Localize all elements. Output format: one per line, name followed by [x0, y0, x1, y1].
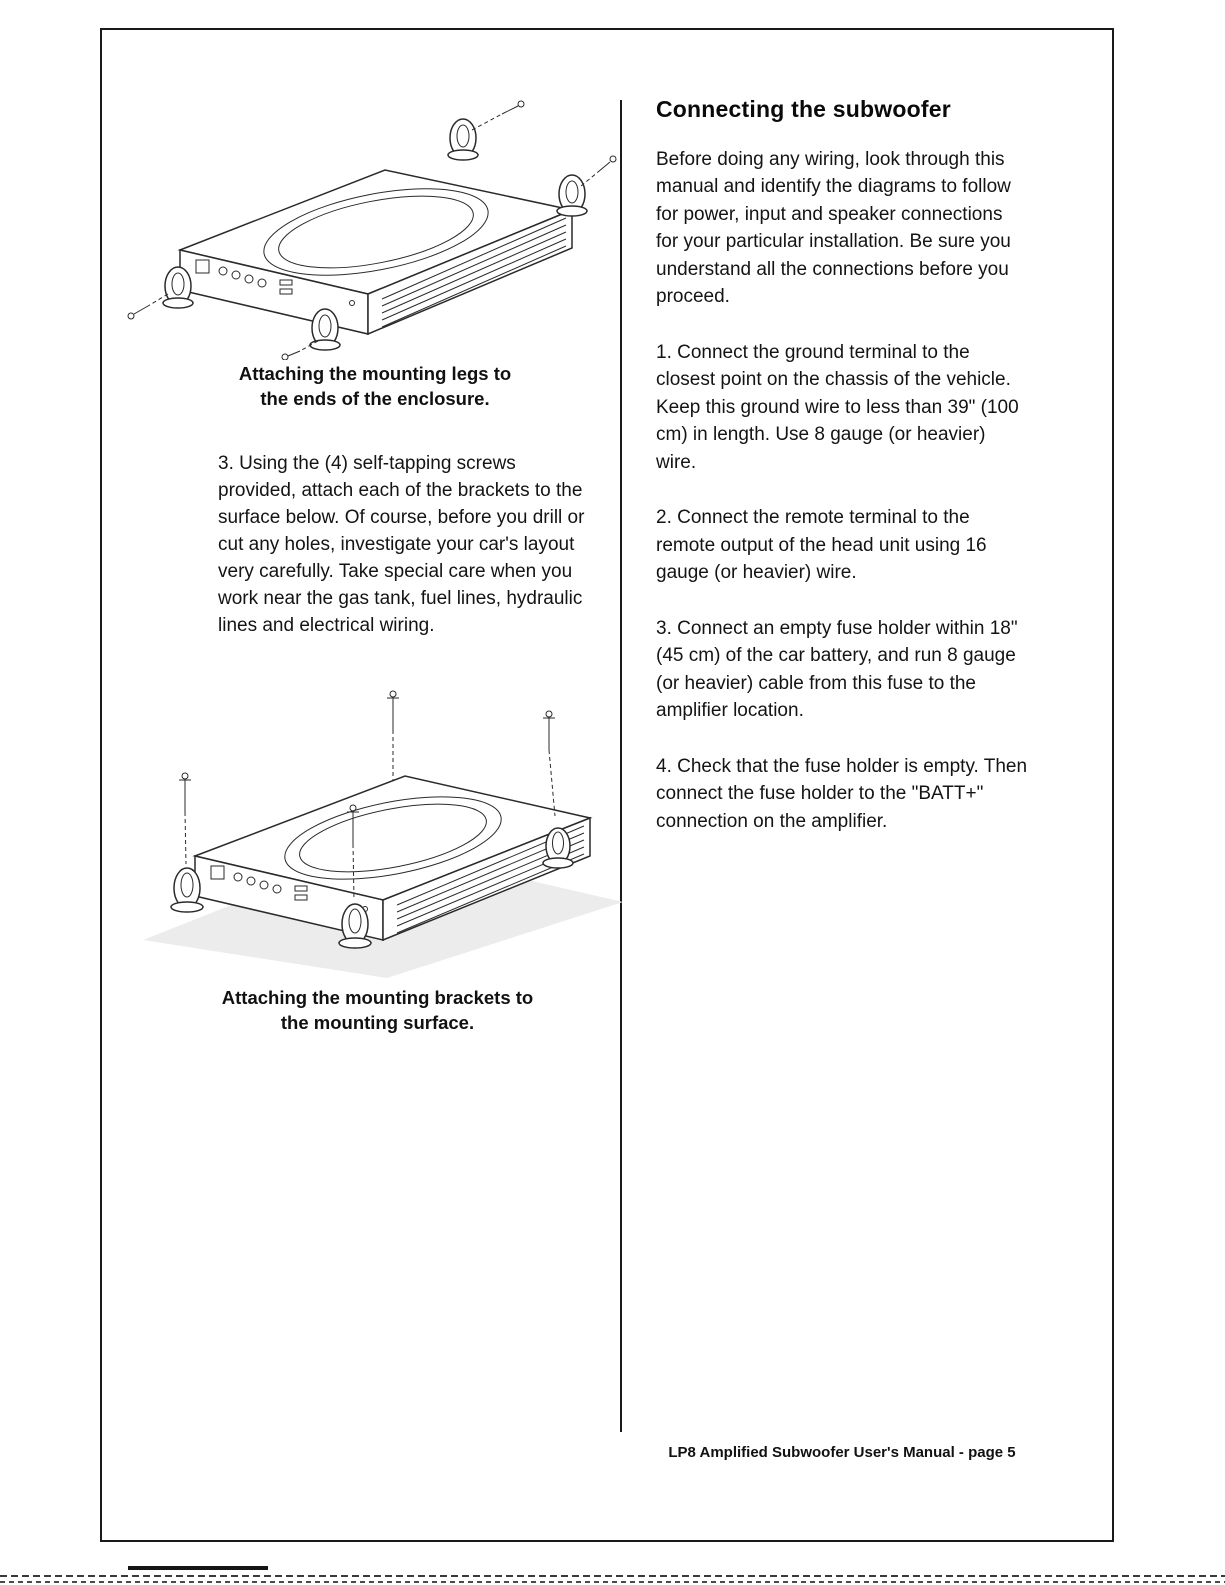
- screw: [581, 156, 616, 186]
- step-1-paragraph: 1. Connect the ground terminal to the closest point on the chassis of the vehicle. Keep this ground wire to less than 39" (100 cm) in length. Use 8 gauge (or heavier) wire.: [656, 341, 1019, 473]
- screw: [128, 294, 168, 319]
- figure2-caption-line2: the mounting surface.: [280, 1011, 475, 1033]
- section-heading: Connecting the subwoofer: [656, 96, 951, 122]
- step-2-paragraph: 2. Connect the remote terminal to the remote output of the head unit using 16 gauge (or heavier) wire.: [656, 507, 987, 584]
- figure2-caption-line1: Attaching the mounting brackets to: [221, 987, 534, 1008]
- screw: [179, 773, 191, 864]
- figure1-caption: [150, 362, 600, 412]
- mounting-leg: [557, 175, 587, 216]
- figure1-caption-line2: the ends of the enclosure.: [260, 387, 490, 409]
- scan-artifact-dashed-line: [0, 1575, 1225, 1577]
- right-column: [656, 96, 1028, 863]
- step-3-paragraph: 3. Using the (4) self-tapping screws provided, attach each of the brackets to the surface below. Of course, before you drill or cut any holes, investigate your car's layout very carefully. Take special care when you work near the gas tank, fuel lines, hydraulic lines and electrical wiring.: [218, 453, 585, 636]
- scan-artifact-bar: [128, 1566, 268, 1570]
- screw: [387, 691, 399, 780]
- screw: [472, 101, 524, 130]
- scan-artifact-dashed-line-2: [0, 1581, 1225, 1583]
- subwoofer-legs-drawing: [120, 98, 620, 360]
- step-3-instruction-paragraph: 3. Connect an empty fuse holder within 18" (45 cm) of the car battery, and run 8 gauge (or heavier) cable from this fuse to the amplifier location.: [656, 617, 1018, 722]
- subwoofer-brackets-drawing: [125, 688, 625, 978]
- figure2-caption: [150, 986, 605, 1036]
- figure1-caption-line1: Attaching the mounting legs to: [238, 363, 512, 384]
- intro-paragraph: Before doing any wiring, look through this manual and identify the diagrams to follow for power, input and speaker connections for your particular installation. Be sure you understand all the connections before you proceed.: [656, 148, 1011, 308]
- page-footer: LP8 Amplified Subwoofer User's Manual - page 5: [668, 1444, 1016, 1461]
- step-4-paragraph: 4. Check that the fuse holder is empty. Then connect the fuse holder to the "BATT+" connection on the amplifier.: [656, 755, 1028, 832]
- mounting-leg: [448, 119, 478, 160]
- figure-mounting-brackets-illustration: [125, 688, 625, 978]
- screw: [543, 711, 555, 816]
- figure-mounting-legs-illustration: [120, 98, 620, 360]
